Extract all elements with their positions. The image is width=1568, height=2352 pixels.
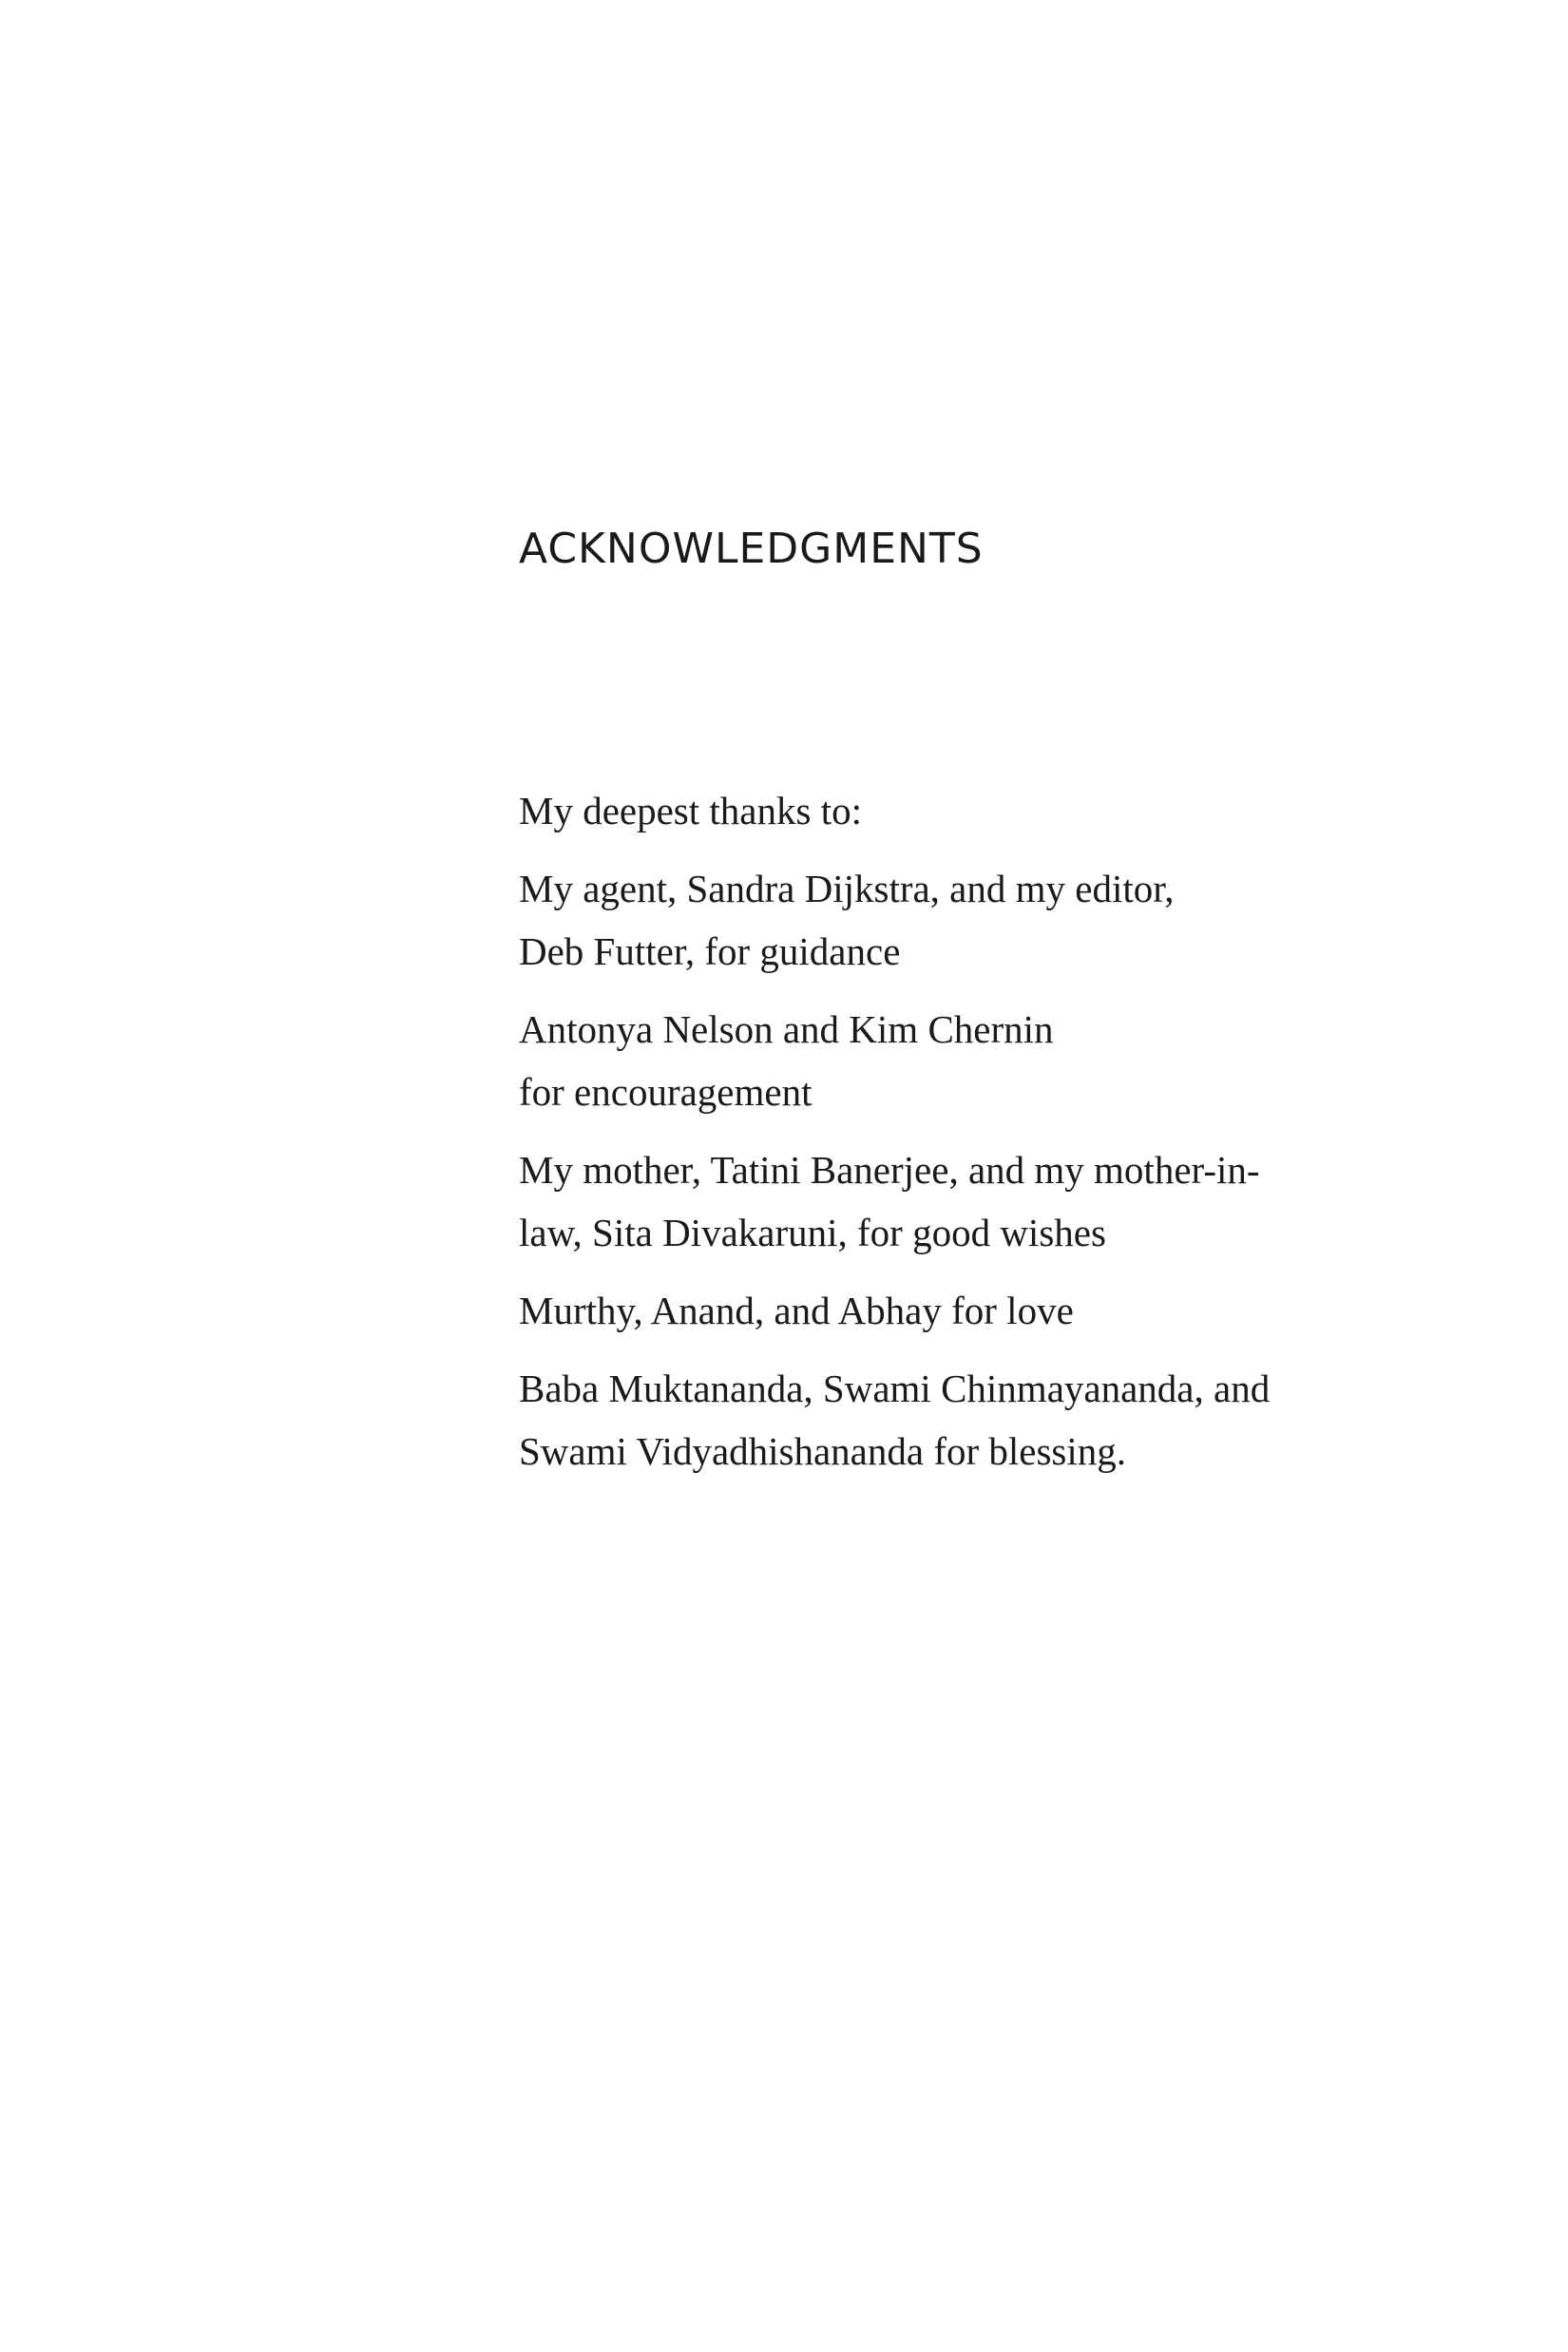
- acknowledgment-entry: [519, 1279, 1336, 1342]
- text-line: Deb Futter, for guidance: [519, 929, 901, 973]
- acknowledgments-body: [519, 779, 1336, 1498]
- page-heading: ACKNOWLEDGMENTS: [519, 525, 984, 573]
- text-line: Murthy, Anand, and Abhay for love: [519, 1289, 1074, 1332]
- acknowledgment-entry: [519, 1357, 1336, 1482]
- text-line: Swami Vidyadhishananda for blessing.: [519, 1429, 1127, 1473]
- acknowledgment-entry: [519, 998, 1336, 1123]
- text-line: My deepest thanks to:: [519, 789, 862, 832]
- text-line: law, Sita Divakaruni, for good wishes: [519, 1211, 1106, 1254]
- acknowledgment-entry: [519, 1138, 1336, 1264]
- text-line: Baba Muktananda, Swami Chinmayananda, and: [519, 1367, 1271, 1410]
- acknowledgment-entry: [519, 857, 1336, 983]
- intro-paragraph: [519, 779, 1336, 842]
- text-line: My agent, Sandra Dijkstra, and my editor,: [519, 867, 1175, 910]
- text-line: for encouragement: [519, 1070, 813, 1114]
- text-line: My mother, Tatini Banerjee, and my mother-in-: [519, 1148, 1260, 1192]
- text-line: Antonya Nelson and Kim Chernin: [519, 1007, 1054, 1051]
